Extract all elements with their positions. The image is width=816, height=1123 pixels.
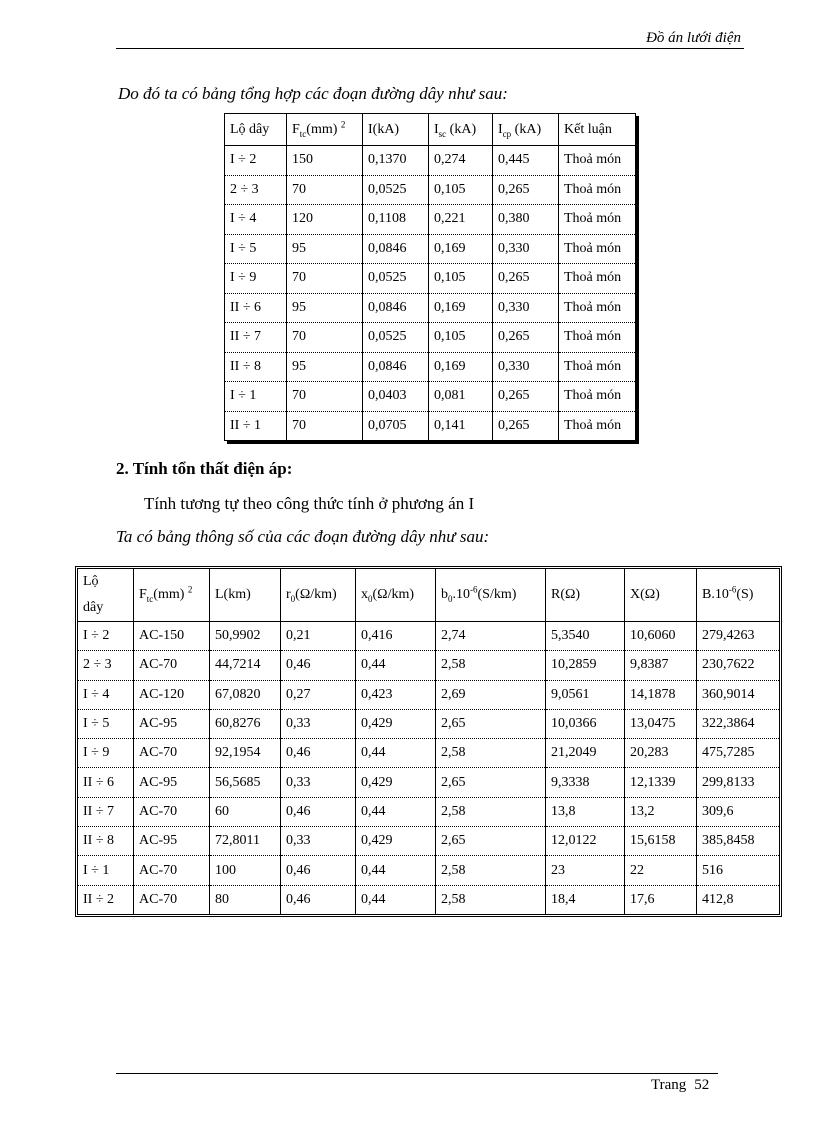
cell: 230,7622 — [697, 651, 780, 680]
cell: 92,1954 — [210, 739, 281, 768]
cell: 0,330 — [493, 293, 559, 323]
cell: 0,21 — [281, 622, 356, 651]
cell: 95 — [287, 234, 363, 264]
cell: 0,221 — [429, 205, 493, 235]
section-paragraph: Tính tương tự theo công thức tính ở phương án I — [144, 494, 475, 513]
cell: 0,105 — [429, 175, 493, 205]
cell: 2,69 — [436, 680, 546, 709]
cell: 18,4 — [546, 885, 625, 914]
cell: 0,44 — [356, 739, 436, 768]
cell: 299,8133 — [697, 768, 780, 797]
table-row — [225, 411, 636, 441]
col-header-conclusion: Kết luận — [559, 114, 636, 146]
cell: AC-95 — [134, 768, 210, 797]
col-header-isc: $I_{sc}$ (kA) — [429, 114, 493, 146]
cell: 0,330 — [493, 352, 559, 382]
cell: 412,8 — [697, 885, 780, 914]
cell: 0,0525 — [363, 264, 429, 294]
cell: 0,0846 — [363, 234, 429, 264]
cell: 0,33 — [281, 709, 356, 738]
col-header-reactance: X(Ω) — [625, 569, 697, 622]
table-row — [225, 293, 636, 323]
cell: 100 — [210, 856, 281, 885]
table-row — [78, 709, 780, 738]
table-row — [225, 234, 636, 264]
footer-divider — [116, 1073, 718, 1074]
page-label: Trang — [651, 1077, 687, 1093]
cell: 23 — [546, 856, 625, 885]
cell: 0,46 — [281, 651, 356, 680]
conductor-summary-table — [224, 113, 636, 441]
table-row — [78, 768, 780, 797]
cell: 2,65 — [436, 709, 546, 738]
cell: 0,105 — [429, 323, 493, 353]
cell: 0,105 — [429, 264, 493, 294]
cell: II ÷ 1 — [225, 411, 287, 441]
cell: I ÷ 5 — [225, 234, 287, 264]
cell: 120 — [287, 205, 363, 235]
cell: AC-95 — [134, 827, 210, 856]
col-header-line: Lộ dây — [225, 114, 287, 146]
cell: 9,3338 — [546, 768, 625, 797]
cell: 309,6 — [697, 797, 780, 826]
cell: 0,423 — [356, 680, 436, 709]
col-header-resistance: R(Ω) — [546, 569, 625, 622]
table-row — [78, 651, 780, 680]
cell: 360,9014 — [697, 680, 780, 709]
col-header-ftc: $F_{tc}(mm)$ $^2$ — [134, 569, 210, 622]
cell: 21,2049 — [546, 739, 625, 768]
cell: 516 — [697, 856, 780, 885]
cell: 67,0820 — [210, 680, 281, 709]
cell: 0,169 — [429, 234, 493, 264]
col-header-current: I(kA) — [363, 114, 429, 146]
cell: 20,283 — [625, 739, 697, 768]
table-row — [78, 885, 780, 914]
cell: 15,6158 — [625, 827, 697, 856]
cell: 70 — [287, 411, 363, 441]
cell: 0,141 — [429, 411, 493, 441]
cell: I ÷ 4 — [225, 205, 287, 235]
cell: II ÷ 7 — [225, 323, 287, 353]
cell: 150 — [287, 146, 363, 176]
cell: 0,46 — [281, 885, 356, 914]
cell: 72,8011 — [210, 827, 281, 856]
cell: 0,081 — [429, 382, 493, 412]
cell: 0,33 — [281, 827, 356, 856]
cell: 2,65 — [436, 768, 546, 797]
cell: 0,1370 — [363, 146, 429, 176]
cell: AC-70 — [134, 856, 210, 885]
table2-intro: Ta có bảng thông số của các đoạn đường dây như sau: — [116, 527, 490, 546]
cell: 2,58 — [436, 797, 546, 826]
table-row — [225, 146, 636, 176]
cell: I ÷ 9 — [78, 739, 134, 768]
cell: 0,46 — [281, 856, 356, 885]
cell: I ÷ 4 — [78, 680, 134, 709]
cell: AC-70 — [134, 739, 210, 768]
cell: 0,169 — [429, 293, 493, 323]
cell: 60 — [210, 797, 281, 826]
cell: 0,429 — [356, 827, 436, 856]
cell: 0,0846 — [363, 352, 429, 382]
cell: 95 — [287, 352, 363, 382]
cell: 9,8387 — [625, 651, 697, 680]
cell: 50,9902 — [210, 622, 281, 651]
cell: I ÷ 1 — [225, 382, 287, 412]
cell: 56,5685 — [210, 768, 281, 797]
cell: 10,2859 — [546, 651, 625, 680]
col-header-icp: $I_{cp}$ (kA) — [493, 114, 559, 146]
cell: 13,0475 — [625, 709, 697, 738]
cell: 0,46 — [281, 739, 356, 768]
cell: AC-70 — [134, 885, 210, 914]
table-header-row — [78, 569, 780, 622]
cell: 0,0403 — [363, 382, 429, 412]
cell: 10,6060 — [625, 622, 697, 651]
cell: 0,265 — [493, 411, 559, 441]
header-divider — [116, 48, 744, 49]
cell: 80 — [210, 885, 281, 914]
col-header-length: L(km) — [210, 569, 281, 622]
cell: II ÷ 8 — [225, 352, 287, 382]
cell: 70 — [287, 382, 363, 412]
cell: 2 ÷ 3 — [225, 175, 287, 205]
col-header-susceptance: $B.10^{-6}(S)$ — [697, 569, 780, 622]
cell: 13,8 — [546, 797, 625, 826]
cell: 70 — [287, 323, 363, 353]
cell: Thoả món — [559, 146, 636, 176]
cell: Thoả món — [559, 175, 636, 205]
cell: 44,7214 — [210, 651, 281, 680]
cell: Thoả món — [559, 293, 636, 323]
table-row — [225, 175, 636, 205]
page-footer — [651, 1077, 709, 1094]
col-header-x0: $x_0(\Omega/km)$ — [356, 569, 436, 622]
cell: 0,274 — [429, 146, 493, 176]
cell: 0,44 — [356, 797, 436, 826]
cell: 10,0366 — [546, 709, 625, 738]
cell: AC-95 — [134, 709, 210, 738]
cell: 0,0846 — [363, 293, 429, 323]
cell: 70 — [287, 175, 363, 205]
cell: 385,8458 — [697, 827, 780, 856]
cell: 0,265 — [493, 175, 559, 205]
table-row — [225, 382, 636, 412]
cell: 9,0561 — [546, 680, 625, 709]
cell: 0,429 — [356, 709, 436, 738]
cell: Thoả món — [559, 382, 636, 412]
cell: 0,33 — [281, 768, 356, 797]
cell: II ÷ 6 — [78, 768, 134, 797]
cell: 0,445 — [493, 146, 559, 176]
cell: 0,330 — [493, 234, 559, 264]
cell: 2,74 — [436, 622, 546, 651]
cell: Thoả món — [559, 205, 636, 235]
cell: 0,169 — [429, 352, 493, 382]
cell: 60,8276 — [210, 709, 281, 738]
cell: Thoả món — [559, 323, 636, 353]
cell: 13,2 — [625, 797, 697, 826]
cell: 0,0525 — [363, 323, 429, 353]
cell: Thoả món — [559, 264, 636, 294]
cell: I ÷ 5 — [78, 709, 134, 738]
cell: AC-120 — [134, 680, 210, 709]
table-row — [78, 739, 780, 768]
cell: 0,265 — [493, 323, 559, 353]
cell: II ÷ 7 — [78, 797, 134, 826]
cell: 12,0122 — [546, 827, 625, 856]
cell: 0,44 — [356, 856, 436, 885]
col-header-ftc: $F_{tc}(mm)$ $^2$ — [287, 114, 363, 146]
cell: 475,7285 — [697, 739, 780, 768]
cell: 70 — [287, 264, 363, 294]
table-row — [78, 622, 780, 651]
cell: 0,380 — [493, 205, 559, 235]
cell: II ÷ 2 — [78, 885, 134, 914]
cell: I ÷ 2 — [225, 146, 287, 176]
section-heading: 2. Tính tổn thất điện áp: — [116, 459, 293, 478]
cell: AC-70 — [134, 797, 210, 826]
cell: I ÷ 1 — [78, 856, 134, 885]
cell: 0,46 — [281, 797, 356, 826]
col-header-r0: $r_0(\Omega/km)$ — [281, 569, 356, 622]
cell: 2,58 — [436, 856, 546, 885]
cell: Thoả món — [559, 411, 636, 441]
cell: 0,0525 — [363, 175, 429, 205]
table-row — [78, 856, 780, 885]
cell: 2,65 — [436, 827, 546, 856]
table-row — [78, 680, 780, 709]
cell: AC-150 — [134, 622, 210, 651]
table-row — [78, 797, 780, 826]
table-row — [225, 352, 636, 382]
cell: 17,6 — [625, 885, 697, 914]
cell: 22 — [625, 856, 697, 885]
cell: II ÷ 6 — [225, 293, 287, 323]
cell: 5,3540 — [546, 622, 625, 651]
table-header-row — [225, 114, 636, 146]
cell: Thoả món — [559, 352, 636, 382]
col-header-line: Lộ dây — [78, 569, 134, 622]
page-header-title: Đồ án lưới điện — [646, 30, 741, 46]
cell: 0,27 — [281, 680, 356, 709]
table1-intro: Do đó ta có bảng tổng hợp các đoạn đường dây như sau: — [118, 84, 508, 103]
cell: 2 ÷ 3 — [78, 651, 134, 680]
cell: 0,1108 — [363, 205, 429, 235]
table-row — [225, 205, 636, 235]
cell: 0,265 — [493, 264, 559, 294]
cell: 0,429 — [356, 768, 436, 797]
cell: 0,265 — [493, 382, 559, 412]
cell: 2,58 — [436, 739, 546, 768]
cell: 2,58 — [436, 651, 546, 680]
cell: AC-70 — [134, 651, 210, 680]
cell: I ÷ 2 — [78, 622, 134, 651]
cell: I ÷ 9 — [225, 264, 287, 294]
cell: II ÷ 8 — [78, 827, 134, 856]
cell: 14,1878 — [625, 680, 697, 709]
line-parameters-table — [77, 568, 780, 915]
cell: 95 — [287, 293, 363, 323]
cell: 0,44 — [356, 651, 436, 680]
cell: Thoả món — [559, 234, 636, 264]
cell: 2,58 — [436, 885, 546, 914]
cell: 12,1339 — [625, 768, 697, 797]
table-row — [78, 827, 780, 856]
cell: 322,3864 — [697, 709, 780, 738]
table-row — [225, 264, 636, 294]
table-row — [225, 323, 636, 353]
cell: 0,416 — [356, 622, 436, 651]
cell: 0,0705 — [363, 411, 429, 441]
cell: 279,4263 — [697, 622, 780, 651]
col-header-b0: $b_0.10^{-6}(S/km)$ — [436, 569, 546, 622]
page-number: 52 — [694, 1077, 710, 1093]
cell: 0,44 — [356, 885, 436, 914]
